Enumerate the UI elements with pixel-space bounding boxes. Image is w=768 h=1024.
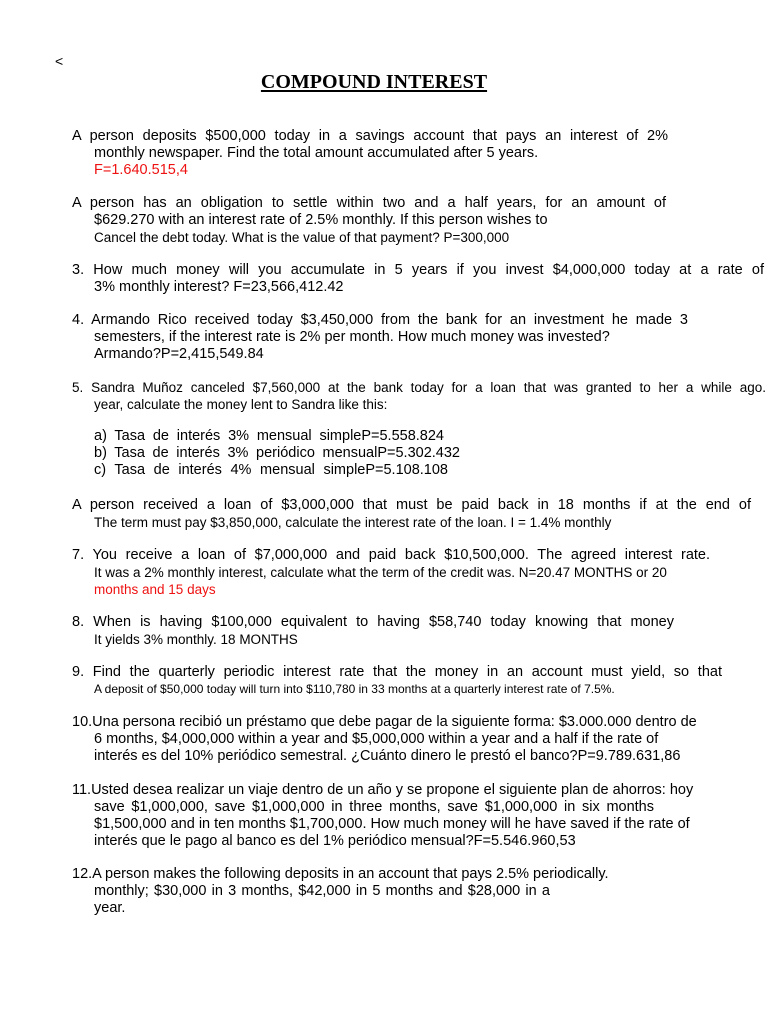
page-mark: <	[55, 53, 64, 69]
exercise-9	[72, 664, 722, 698]
exercise-4-line-2: semesters, if the interest rate is 2% per month. How much money was invested?	[94, 329, 610, 345]
exercise-8	[72, 614, 674, 648]
exercise-4	[72, 312, 688, 363]
exercise-4-line-3: Armando?P=2,415,549.84	[94, 346, 264, 362]
exercise-12-line-1: 12.A person makes the following deposits in an account that pays 2.5% periodically.	[72, 866, 609, 882]
exercise-6	[72, 497, 751, 531]
exercise-6-line-2: The term must pay $3,850,000, calculate the interest rate of the loan. I = 1.4% monthly	[94, 515, 612, 530]
exercise-6-line-1: A person received a loan of $3,000,000 that must be paid back in 18 months if at the end of	[72, 497, 751, 513]
exercise-5-option-a: a) Tasa de interés 3% mensual simpleP=5.558.824	[94, 428, 444, 444]
exercise-5-option-c: c) Tasa de interés 4% mensual simpleP=5.108.108	[94, 462, 448, 478]
exercise-1-answer: F=1.640.515,4	[94, 162, 188, 178]
exercise-10-line-2: 6 months, $4,000,000 within a year and $5,000,000 within a year and a half if the rate of	[94, 731, 659, 747]
exercise-2-line-3: Cancel the debt today. What is the value of that payment? P=300,000	[94, 230, 510, 245]
exercise-12-line-2: monthly; $30,000 in 3 months, $42,000 in 5 months and $28,000 in a	[94, 883, 550, 899]
exercise-4-line-1: 4. Armando Rico received today $3,450,000 from the bank for an investment he made 3	[72, 312, 688, 328]
exercise-8-line-1: 8. When is having $100,000 equivalent to having $58,740 today knowing that money	[72, 614, 674, 630]
exercise-11-line-3: $1,500,000 and in ten months $1,700,000. How much money will he have saved if the rate of	[94, 816, 690, 832]
exercise-11-line-1: 11.Usted desea realizar un viaje dentro de un año y se propone el siguiente plan de ahorros: hoy	[72, 782, 694, 798]
exercise-2-line-1: A person has an obligation to settle within two and a half years, for an amount of	[72, 195, 666, 211]
exercise-5-option-b: b) Tasa de interés 3% periódico mensualP=5.302.432	[94, 445, 460, 461]
exercise-7-line-1: 7. You receive a loan of $7,000,000 and paid back $10,500,000. The agreed interest rate.	[72, 547, 710, 563]
exercise-11-line-4: interés que le pago al banco es del 1% periódico mensual?F=5.546.960,53	[94, 833, 576, 849]
exercise-7-line-2: It was a 2% monthly interest, calculate what the term of the credit was. N=20.47 MONTHS or 20	[94, 565, 667, 580]
exercise-2	[72, 195, 666, 246]
exercise-3-line-2: 3% monthly interest? F=23,566,412.42	[94, 279, 344, 295]
exercise-10-line-3: interés es del 10% periódico semestral. ¿Cuánto dinero le prestó el banco?P=9.789.631,86	[94, 748, 681, 764]
exercise-2-line-2: $629.270 with an interest rate of 2.5% monthly. If this person wishes to	[94, 212, 548, 228]
exercise-3-line-1: 3. How much money will you accumulate in 5 years if you invest $4,000,000 today at a rate of	[72, 262, 764, 278]
exercise-5	[72, 379, 766, 479]
exercise-10-line-1: 10.Una persona recibió un préstamo que debe pagar de la siguiente forma: $3.000.000 dentro de	[72, 714, 697, 730]
exercise-10	[72, 714, 697, 765]
exercise-5-line-2: year, calculate the money lent to Sandra like this:	[94, 397, 388, 412]
exercise-1-line-2: monthly newspaper. Find the total amount accumulated after 5 years.	[94, 145, 539, 161]
exercise-12-line-3: year.	[94, 900, 126, 916]
page-title: COMPOUND INTEREST	[260, 71, 488, 93]
exercise-11	[72, 782, 694, 850]
exercise-5-spacer	[72, 413, 766, 428]
exercise-8-line-2: It yields 3% monthly. 18 MONTHS	[94, 632, 298, 647]
exercise-7-answer: months and 15 days	[94, 582, 216, 597]
exercise-7	[72, 547, 710, 598]
exercise-5-line-1: 5. Sandra Muñoz canceled $7,560,000 at the bank today for a loan that was granted to her a while ago.	[72, 380, 766, 395]
exercise-9-line-1: 9. Find the quarterly periodic interest rate that the money in an account must yield, so that	[72, 664, 722, 680]
exercise-11-line-2: save $1,000,000, save $1,000,000 in three months, save $1,000,000 in six months	[94, 799, 654, 815]
exercise-12	[72, 866, 632, 917]
exercise-1-line-1: A person deposits $500,000 today in a savings account that pays an interest of 2%	[72, 128, 668, 144]
exercise-1	[72, 128, 668, 179]
exercise-9-line-2: A deposit of $50,000 today will turn into $110,780 in 33 months at a quarterly interest rate of 7.5%.	[94, 682, 615, 696]
exercise-3	[72, 262, 764, 296]
